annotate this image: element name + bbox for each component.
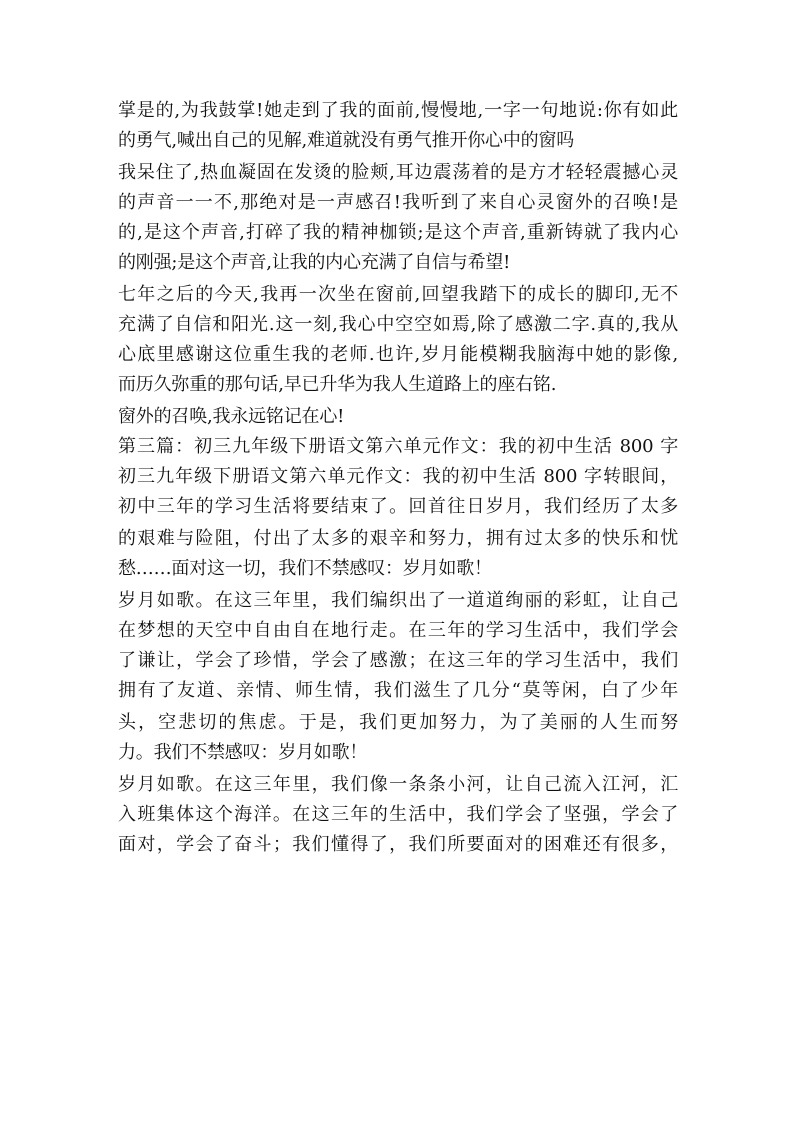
text-line: 头，空悲切的焦虑。于是，我们更加努力，为了美丽的人生而努 (118, 712, 678, 733)
text-line: 面对，学会了奋斗；我们懂得了，我们所要面对的困难还有很多， (118, 834, 678, 855)
text-line: 掌是的,为我鼓掌!她走到了我的面前,慢慢地,一字一句地说:你有如此 (118, 100, 678, 121)
text-line: 力。我们不禁感叹：岁月如歌！ (118, 742, 368, 763)
text-line: 我呆住了,热血凝固在发烫的脸颊,耳边震荡着的是方才轻轻震撼心灵 (118, 162, 678, 183)
text-line: 愁……面对这一切，我们不禁感叹：岁月如歌！ (118, 558, 492, 579)
text-line: 七年之后的今天,我再一次坐在窗前,回望我踏下的成长的脚印,无不 (118, 284, 678, 305)
text-line: 充满了自信和阳光.这一刻,我心中空空如焉,除了感激二字.真的,我从 (118, 314, 678, 335)
text-line: 的,是这个声音,打碎了我的精神枷锁;是这个声音,重新铸就了我内心 (118, 222, 678, 243)
text-line: 岁月如歌。在这三年里，我们编织出了一道道绚丽的彩虹，让自己 (118, 590, 678, 611)
text-line: 的声音一一不,那绝对是一声感召!我听到了来自心灵窗外的召唤!是 (118, 192, 678, 213)
text-line: 了谦让，学会了珍惜，学会了感激；在这三年的学习生活中，我们 (118, 650, 678, 671)
text-line: 入班集体这个海洋。在这三年的生活中，我们学会了坚强，学会了 (118, 804, 678, 825)
text-line: 在梦想的天空中自由自在地行走。在三年的学习生活中，我们学会 (118, 620, 678, 641)
text-line: 初三九年级下册语文第六单元作文：我的初中生活 800 字转眼间， (118, 466, 678, 487)
text-line: 的刚强;是这个声音,让我的内心充满了自信与希望! (118, 252, 511, 273)
text-line: 岁月如歌。在这三年里，我们像一条条小河，让自己流入江河，汇 (118, 774, 678, 795)
text-line: 的勇气,喊出自己的见解,难道就没有勇气推开你心中的窗吗 (118, 130, 575, 151)
text-line: 拥有了友道、亲情、师生情，我们滋生了几分“莫等闲，白了少年 (118, 680, 678, 701)
text-line: 窗外的召唤,我永远铭记在心! (118, 406, 345, 427)
section-heading: 第三篇：初三九年级下册语文第六单元作文：我的初中生活 800 字 (118, 436, 678, 457)
text-line: 的艰难与险阻，付出了太多的艰辛和努力，拥有过太多的快乐和忧 (118, 528, 678, 549)
text-line: 心底里感谢这位重生我的老师.也许,岁月能模糊我脑海中她的影像, (118, 344, 678, 365)
text-line: 而历久弥重的那句话,早已升华为我人生道路上的座右铭. (118, 374, 557, 395)
text-line: 初中三年的学习生活将要结束了。回首往日岁月，我们经历了太多 (118, 496, 678, 517)
